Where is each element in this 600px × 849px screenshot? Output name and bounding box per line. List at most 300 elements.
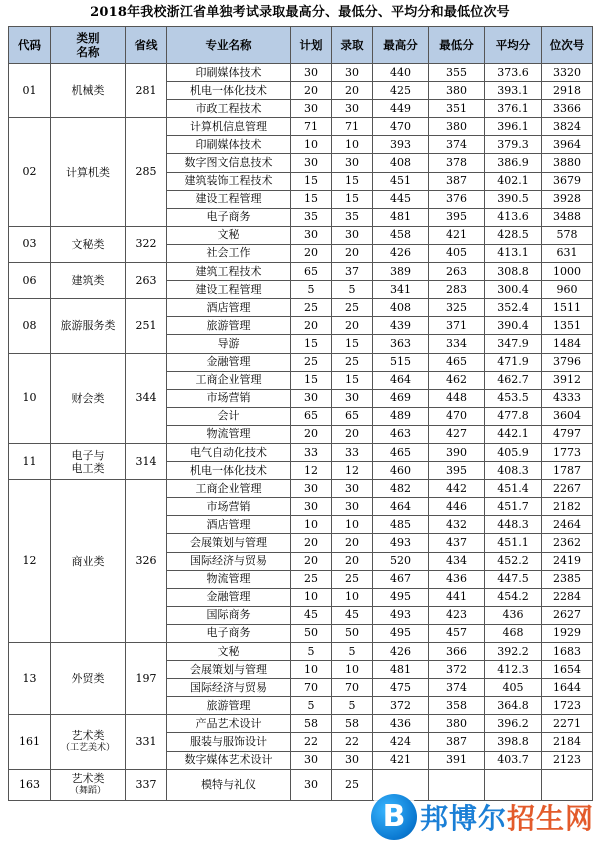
major-cell: 会展策划与管理 xyxy=(167,534,291,552)
group-line-cell: 337 xyxy=(126,769,167,800)
max-score-cell: 460 xyxy=(373,462,429,480)
rank-cell: 2627 xyxy=(542,606,593,624)
group-line-cell: 263 xyxy=(126,263,167,299)
plan-cell: 50 xyxy=(291,624,332,642)
group-line-cell: 281 xyxy=(126,64,167,118)
max-score-cell: 426 xyxy=(373,643,429,661)
major-cell: 计算机信息管理 xyxy=(167,118,291,136)
major-cell: 物流管理 xyxy=(167,570,291,588)
major-cell: 数字图文信息技术 xyxy=(167,154,291,172)
header-admitted: 录取 xyxy=(332,27,373,64)
major-cell: 旅游管理 xyxy=(167,697,291,715)
admitted-cell: 30 xyxy=(332,226,373,244)
avg-score-cell: 451.1 xyxy=(485,534,542,552)
max-score-cell: 449 xyxy=(373,100,429,118)
group-code-cell: 161 xyxy=(9,715,51,769)
avg-score-cell: 462.7 xyxy=(485,371,542,389)
max-score-cell: 463 xyxy=(373,425,429,443)
avg-score-cell: 451.4 xyxy=(485,480,542,498)
group-line-cell: 344 xyxy=(126,353,167,443)
plan-cell: 10 xyxy=(291,661,332,679)
min-score-cell: 376 xyxy=(429,190,485,208)
admitted-cell: 15 xyxy=(332,335,373,353)
min-score-cell: 470 xyxy=(429,407,485,425)
plan-cell: 10 xyxy=(291,588,332,606)
group-name-cell: 建筑类 xyxy=(51,263,126,299)
watermark-logo-icon: B xyxy=(371,794,417,840)
admitted-cell: 25 xyxy=(332,299,373,317)
max-score-cell: 470 xyxy=(373,118,429,136)
major-cell: 旅游管理 xyxy=(167,317,291,335)
major-cell: 建筑装饰工程技术 xyxy=(167,172,291,190)
min-score-cell: 387 xyxy=(429,733,485,751)
table-row xyxy=(9,226,593,244)
admitted-cell: 20 xyxy=(332,317,373,335)
table-row xyxy=(9,443,593,461)
min-score-cell: 395 xyxy=(429,208,485,226)
max-score-cell: 425 xyxy=(373,82,429,100)
table-row xyxy=(9,643,593,661)
min-score-cell: 387 xyxy=(429,172,485,190)
group-name-cell: 财会类 xyxy=(51,353,126,443)
major-cell: 建筑工程技术 xyxy=(167,263,291,281)
major-cell: 金融管理 xyxy=(167,588,291,606)
plan-cell: 20 xyxy=(291,244,332,262)
rank-cell: 2918 xyxy=(542,82,593,100)
major-cell: 机电一体化技术 xyxy=(167,462,291,480)
group-name-cell: 文秘类 xyxy=(51,226,126,262)
rank-cell: 3912 xyxy=(542,371,593,389)
major-cell: 会计 xyxy=(167,407,291,425)
rank-cell: 2362 xyxy=(542,534,593,552)
rank-cell: 2182 xyxy=(542,498,593,516)
admitted-cell: 33 xyxy=(332,443,373,461)
rank-cell: 2464 xyxy=(542,516,593,534)
rank-cell: 2271 xyxy=(542,715,593,733)
major-cell: 模特与礼仪 xyxy=(167,769,291,800)
admitted-cell: 5 xyxy=(332,697,373,715)
group-name-cell: 艺术类 （舞蹈） xyxy=(51,769,126,800)
major-cell: 物流管理 xyxy=(167,425,291,443)
plan-cell: 15 xyxy=(291,335,332,353)
min-score-cell: 380 xyxy=(429,118,485,136)
max-score-cell: 481 xyxy=(373,661,429,679)
avg-score-cell: 398.8 xyxy=(485,733,542,751)
header-avg-score: 平均分 xyxy=(485,27,542,64)
rank-cell: 960 xyxy=(542,281,593,299)
group-name-cell: 艺术类 （工艺美术） xyxy=(51,715,126,769)
major-cell: 印刷媒体技术 xyxy=(167,64,291,82)
admitted-cell: 5 xyxy=(332,281,373,299)
rank-cell: 1773 xyxy=(542,443,593,461)
plan-cell: 5 xyxy=(291,643,332,661)
avg-score-cell: 392.2 xyxy=(485,643,542,661)
admitted-cell: 30 xyxy=(332,389,373,407)
admitted-cell: 30 xyxy=(332,154,373,172)
admitted-cell: 10 xyxy=(332,661,373,679)
plan-cell: 12 xyxy=(291,462,332,480)
max-score-cell: 481 xyxy=(373,208,429,226)
avg-score-cell: 386.9 xyxy=(485,154,542,172)
table-title: 2018年我校浙江省单独考试录取最高分、最低分、平均分和最低位次号 xyxy=(90,5,510,20)
min-score-cell: 436 xyxy=(429,570,485,588)
min-score-cell: 358 xyxy=(429,697,485,715)
admitted-cell: 35 xyxy=(332,208,373,226)
admitted-cell: 30 xyxy=(332,480,373,498)
major-cell: 印刷媒体技术 xyxy=(167,136,291,154)
header-plan: 计划 xyxy=(291,27,332,64)
admitted-cell: 30 xyxy=(332,100,373,118)
rank-cell: 1929 xyxy=(542,624,593,642)
max-score-cell: 489 xyxy=(373,407,429,425)
group-line-cell: 197 xyxy=(126,643,167,715)
admitted-cell: 25 xyxy=(332,570,373,588)
avg-score-cell: 396.2 xyxy=(485,715,542,733)
plan-cell: 10 xyxy=(291,516,332,534)
group-name-cell: 机械类 xyxy=(51,64,126,118)
admitted-cell: 45 xyxy=(332,606,373,624)
plan-cell: 20 xyxy=(291,534,332,552)
major-cell: 市政工程技术 xyxy=(167,100,291,118)
group-line-cell: 285 xyxy=(126,118,167,227)
plan-cell: 71 xyxy=(291,118,332,136)
rank-cell: 2184 xyxy=(542,733,593,751)
plan-cell: 15 xyxy=(291,190,332,208)
plan-cell: 5 xyxy=(291,697,332,715)
avg-score-cell: 373.6 xyxy=(485,64,542,82)
major-cell: 会展策划与管理 xyxy=(167,661,291,679)
table-row xyxy=(9,353,593,371)
plan-cell: 20 xyxy=(291,317,332,335)
rank-cell: 2284 xyxy=(542,588,593,606)
admitted-cell: 20 xyxy=(332,552,373,570)
group-name-cell: 旅游服务类 xyxy=(51,299,126,353)
group-code-cell: 12 xyxy=(9,480,51,643)
admitted-cell: 15 xyxy=(332,190,373,208)
avg-score-cell: 471.9 xyxy=(485,353,542,371)
min-score-cell: 374 xyxy=(429,136,485,154)
header-code: 代码 xyxy=(9,27,51,64)
avg-score-cell: 453.5 xyxy=(485,389,542,407)
major-cell: 金融管理 xyxy=(167,353,291,371)
major-cell: 社会工作 xyxy=(167,244,291,262)
major-cell: 产品艺术设计 xyxy=(167,715,291,733)
group-name-cell: 商业类 xyxy=(51,480,126,643)
plan-cell: 15 xyxy=(291,172,332,190)
major-cell: 机电一体化技术 xyxy=(167,82,291,100)
group-line-cell: 331 xyxy=(126,715,167,769)
header-min-score: 最低分 xyxy=(429,27,485,64)
major-cell: 酒店管理 xyxy=(167,299,291,317)
group-code-cell: 11 xyxy=(9,443,51,479)
min-score-cell: 374 xyxy=(429,679,485,697)
avg-score-cell: 376.1 xyxy=(485,100,542,118)
min-score-cell: 372 xyxy=(429,661,485,679)
avg-score-cell: 468 xyxy=(485,624,542,642)
plan-cell: 15 xyxy=(291,371,332,389)
major-cell: 服装与服饰设计 xyxy=(167,733,291,751)
plan-cell: 30 xyxy=(291,498,332,516)
admitted-cell: 65 xyxy=(332,407,373,425)
rank-cell: 2419 xyxy=(542,552,593,570)
admitted-cell: 15 xyxy=(332,371,373,389)
max-score-cell: 465 xyxy=(373,443,429,461)
avg-score-cell: 403.7 xyxy=(485,751,542,769)
major-cell: 文秘 xyxy=(167,226,291,244)
max-score-cell: 424 xyxy=(373,733,429,751)
max-score-cell: 341 xyxy=(373,281,429,299)
major-cell: 酒店管理 xyxy=(167,516,291,534)
min-score-cell: 423 xyxy=(429,606,485,624)
major-cell: 导游 xyxy=(167,335,291,353)
max-score-cell: 408 xyxy=(373,299,429,317)
group-line-cell: 326 xyxy=(126,480,167,643)
major-cell: 电气自动化技术 xyxy=(167,443,291,461)
min-score-cell: 371 xyxy=(429,317,485,335)
max-score-cell: 515 xyxy=(373,353,429,371)
min-score-cell: 405 xyxy=(429,244,485,262)
min-score-cell: 437 xyxy=(429,534,485,552)
avg-score-cell: 405.9 xyxy=(485,443,542,461)
avg-score-cell: 402.1 xyxy=(485,172,542,190)
major-cell: 国际商务 xyxy=(167,606,291,624)
major-cell: 电子商务 xyxy=(167,624,291,642)
max-score-cell: 493 xyxy=(373,606,429,624)
header-major: 专业名称 xyxy=(167,27,291,64)
rank-cell: 3679 xyxy=(542,172,593,190)
max-score-cell: 464 xyxy=(373,371,429,389)
rank-cell: 2123 xyxy=(542,751,593,769)
max-score-cell: 445 xyxy=(373,190,429,208)
rank-cell: 3880 xyxy=(542,154,593,172)
avg-score-cell: 447.5 xyxy=(485,570,542,588)
max-score-cell: 389 xyxy=(373,263,429,281)
avg-score-cell: 308.8 xyxy=(485,263,542,281)
min-score-cell: 263 xyxy=(429,263,485,281)
avg-score-cell: 413.1 xyxy=(485,244,542,262)
admitted-cell: 70 xyxy=(332,679,373,697)
max-score-cell: 436 xyxy=(373,715,429,733)
avg-score-cell: 300.4 xyxy=(485,281,542,299)
max-score-cell: 439 xyxy=(373,317,429,335)
plan-cell: 20 xyxy=(291,82,332,100)
major-cell: 工商企业管理 xyxy=(167,371,291,389)
major-cell: 工商企业管理 xyxy=(167,480,291,498)
header-row xyxy=(9,27,593,64)
min-score-cell xyxy=(429,769,485,800)
max-score-cell: 426 xyxy=(373,244,429,262)
rank-cell: 2385 xyxy=(542,570,593,588)
watermark-text: 邦博尔招生网 xyxy=(420,802,595,835)
rank-cell: 1787 xyxy=(542,462,593,480)
header-rank: 位次号 xyxy=(542,27,593,64)
admitted-cell: 30 xyxy=(332,498,373,516)
admission-score-table xyxy=(8,26,593,801)
avg-score-cell: 408.3 xyxy=(485,462,542,480)
min-score-cell: 325 xyxy=(429,299,485,317)
avg-score-cell: 352.4 xyxy=(485,299,542,317)
min-score-cell: 390 xyxy=(429,443,485,461)
max-score-cell: 467 xyxy=(373,570,429,588)
plan-cell: 25 xyxy=(291,353,332,371)
max-score-cell: 485 xyxy=(373,516,429,534)
plan-cell: 65 xyxy=(291,407,332,425)
plan-cell: 25 xyxy=(291,299,332,317)
rank-cell: 3320 xyxy=(542,64,593,82)
rank-cell: 1644 xyxy=(542,679,593,697)
table-row xyxy=(9,299,593,317)
major-cell: 建设工程管理 xyxy=(167,281,291,299)
avg-score-cell: 451.7 xyxy=(485,498,542,516)
rank-cell: 631 xyxy=(542,244,593,262)
max-score-cell: 520 xyxy=(373,552,429,570)
max-score-cell: 393 xyxy=(373,136,429,154)
plan-cell: 65 xyxy=(291,263,332,281)
admitted-cell: 5 xyxy=(332,643,373,661)
avg-score-cell: 379.3 xyxy=(485,136,542,154)
min-score-cell: 378 xyxy=(429,154,485,172)
major-cell: 国际经济与贸易 xyxy=(167,552,291,570)
admitted-cell: 10 xyxy=(332,136,373,154)
avg-score-cell: 390.4 xyxy=(485,317,542,335)
plan-cell: 58 xyxy=(291,715,332,733)
min-score-cell: 432 xyxy=(429,516,485,534)
rank-cell: 1654 xyxy=(542,661,593,679)
rank-cell: 1484 xyxy=(542,335,593,353)
max-score-cell: 408 xyxy=(373,154,429,172)
admitted-cell: 12 xyxy=(332,462,373,480)
admitted-cell: 20 xyxy=(332,534,373,552)
min-score-cell: 434 xyxy=(429,552,485,570)
group-code-cell: 10 xyxy=(9,353,51,443)
admitted-cell: 15 xyxy=(332,172,373,190)
max-score-cell: 372 xyxy=(373,697,429,715)
admitted-cell: 25 xyxy=(332,769,373,800)
group-name-cell: 外贸类 xyxy=(51,643,126,715)
group-code-cell: 08 xyxy=(9,299,51,353)
max-score-cell: 469 xyxy=(373,389,429,407)
plan-cell: 30 xyxy=(291,751,332,769)
header-max-score: 最高分 xyxy=(373,27,429,64)
rank-cell: 1351 xyxy=(542,317,593,335)
group-line-cell: 314 xyxy=(126,443,167,479)
group-code-cell: 01 xyxy=(9,64,51,118)
rank-cell xyxy=(542,769,593,800)
plan-cell: 10 xyxy=(291,136,332,154)
admitted-cell: 20 xyxy=(332,244,373,262)
avg-score-cell xyxy=(485,769,542,800)
admitted-cell: 30 xyxy=(332,64,373,82)
avg-score-cell: 442.1 xyxy=(485,425,542,443)
min-score-cell: 355 xyxy=(429,64,485,82)
max-score-cell: 493 xyxy=(373,534,429,552)
max-score-cell: 464 xyxy=(373,498,429,516)
max-score-cell: 482 xyxy=(373,480,429,498)
header-category: 类别 名称 xyxy=(51,27,126,64)
admitted-cell: 22 xyxy=(332,733,373,751)
min-score-cell: 395 xyxy=(429,462,485,480)
avg-score-cell: 477.8 xyxy=(485,407,542,425)
major-cell: 文秘 xyxy=(167,643,291,661)
plan-cell: 20 xyxy=(291,552,332,570)
avg-score-cell: 454.2 xyxy=(485,588,542,606)
admitted-cell: 25 xyxy=(332,353,373,371)
rank-cell: 1723 xyxy=(542,697,593,715)
major-cell: 电子商务 xyxy=(167,208,291,226)
group-code-cell: 163 xyxy=(9,769,51,800)
rank-cell: 3604 xyxy=(542,407,593,425)
admitted-cell: 10 xyxy=(332,516,373,534)
plan-cell: 30 xyxy=(291,480,332,498)
max-score-cell: 458 xyxy=(373,226,429,244)
admitted-cell: 58 xyxy=(332,715,373,733)
max-score-cell: 495 xyxy=(373,588,429,606)
rank-cell: 3366 xyxy=(542,100,593,118)
admitted-cell: 20 xyxy=(332,425,373,443)
avg-score-cell: 412.3 xyxy=(485,661,542,679)
plan-cell: 30 xyxy=(291,64,332,82)
avg-score-cell: 390.5 xyxy=(485,190,542,208)
max-score-cell: 451 xyxy=(373,172,429,190)
rank-cell: 4333 xyxy=(542,389,593,407)
group-code-cell: 03 xyxy=(9,226,51,262)
plan-cell: 30 xyxy=(291,154,332,172)
avg-score-cell: 448.3 xyxy=(485,516,542,534)
group-name-cell: 电子与 电工类 xyxy=(51,443,126,479)
group-line-cell: 251 xyxy=(126,299,167,353)
admitted-cell: 30 xyxy=(332,751,373,769)
max-score-cell: 440 xyxy=(373,64,429,82)
rank-cell: 578 xyxy=(542,226,593,244)
rank-cell: 3928 xyxy=(542,190,593,208)
min-score-cell: 446 xyxy=(429,498,485,516)
table-row xyxy=(9,715,593,733)
plan-cell: 5 xyxy=(291,281,332,299)
plan-cell: 30 xyxy=(291,226,332,244)
plan-cell: 22 xyxy=(291,733,332,751)
rank-cell: 1683 xyxy=(542,643,593,661)
major-cell: 建设工程管理 xyxy=(167,190,291,208)
min-score-cell: 366 xyxy=(429,643,485,661)
admitted-cell: 50 xyxy=(332,624,373,642)
rank-cell: 2267 xyxy=(542,480,593,498)
rank-cell: 3964 xyxy=(542,136,593,154)
avg-score-cell: 452.2 xyxy=(485,552,542,570)
plan-cell: 30 xyxy=(291,389,332,407)
plan-cell: 25 xyxy=(291,570,332,588)
rank-cell: 3796 xyxy=(542,353,593,371)
group-code-cell: 06 xyxy=(9,263,51,299)
min-score-cell: 448 xyxy=(429,389,485,407)
table-row xyxy=(9,263,593,281)
table-row xyxy=(9,64,593,82)
avg-score-cell: 436 xyxy=(485,606,542,624)
min-score-cell: 283 xyxy=(429,281,485,299)
max-score-cell: 363 xyxy=(373,335,429,353)
header-provincial-line: 省线 xyxy=(126,27,167,64)
avg-score-cell: 347.9 xyxy=(485,335,542,353)
avg-score-cell: 393.1 xyxy=(485,82,542,100)
avg-score-cell: 413.6 xyxy=(485,208,542,226)
min-score-cell: 465 xyxy=(429,353,485,371)
min-score-cell: 442 xyxy=(429,480,485,498)
avg-score-cell: 428.5 xyxy=(485,226,542,244)
avg-score-cell: 364.8 xyxy=(485,697,542,715)
max-score-cell: 421 xyxy=(373,751,429,769)
plan-cell: 30 xyxy=(291,769,332,800)
table-row xyxy=(9,118,593,136)
admitted-cell: 37 xyxy=(332,263,373,281)
